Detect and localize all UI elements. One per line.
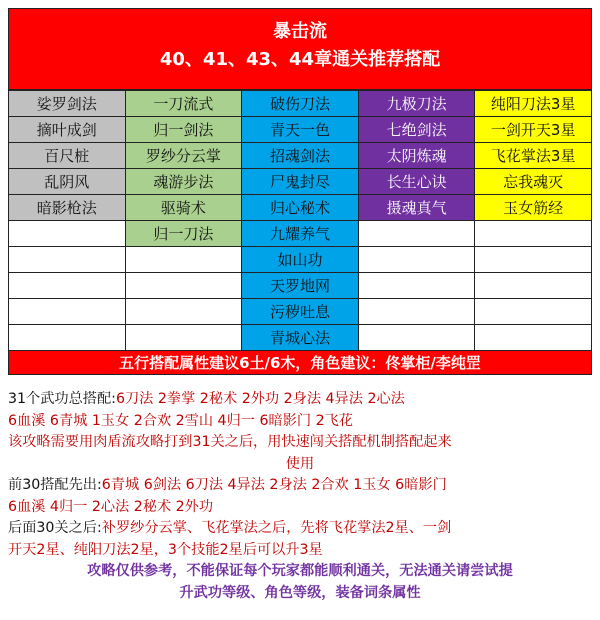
first30-label: 前30搭配先出:	[8, 477, 102, 493]
table-row	[9, 299, 592, 325]
skill-cell: 暗影枪法	[9, 195, 126, 221]
skill-cell: 摄魂真气	[358, 195, 475, 221]
skill-cell: 罗纱分云掌	[125, 143, 242, 169]
table-row	[9, 221, 592, 247]
empty-cell	[358, 273, 475, 299]
empty-cell	[358, 299, 475, 325]
empty-cell	[125, 325, 242, 351]
empty-cell	[9, 325, 126, 351]
skill-cell: 归一剑法	[125, 117, 242, 143]
skill-cell: 一剑开天3星	[475, 117, 592, 143]
empty-cell	[475, 273, 592, 299]
skill-cell: 飞花掌法3星	[475, 143, 592, 169]
skill-cell: 七绝剑法	[358, 117, 475, 143]
after30-label: 后面30关之后:	[8, 520, 102, 536]
skill-cell: 玉女筋经	[475, 195, 592, 221]
empty-cell	[358, 247, 475, 273]
guide-subtitle: 40、41、43、44章通关推荐搭配	[159, 49, 441, 70]
after30-value-2: 开天2星、纯阳刀法2星，3个技能2星后可以升3星	[8, 541, 323, 558]
table-row	[9, 169, 592, 195]
skill-cell: 招魂剑法	[242, 143, 359, 169]
empty-cell	[358, 221, 475, 247]
empty-cell	[9, 299, 126, 325]
skill-cell: 天罗地网	[242, 273, 359, 299]
guide-card	[8, 8, 592, 375]
empty-cell	[358, 325, 475, 351]
table-row	[9, 325, 592, 351]
skill-cell: 九极刀法	[358, 91, 475, 117]
strategy-note-2: 使用	[285, 455, 315, 472]
empty-cell	[9, 273, 126, 299]
skill-cell: 太阴炼魂	[358, 143, 475, 169]
skill-table	[8, 90, 592, 351]
skill-cell: 破伤刀法	[242, 91, 359, 117]
empty-cell	[9, 247, 126, 273]
after30-value: 补罗纱分云掌、飞花掌法之后，先将飞花掌法2星、一剑	[101, 520, 452, 536]
empty-cell	[125, 299, 242, 325]
skill-cell: 归心秘术	[242, 195, 359, 221]
empty-cell	[475, 325, 592, 351]
empty-cell	[125, 247, 242, 273]
empty-cell	[9, 221, 126, 247]
skill-cell: 如山功	[242, 247, 359, 273]
skill-cell: 污秽吐息	[242, 299, 359, 325]
skill-cell: 一刀流式	[125, 91, 242, 117]
skill-cell: 乱阴风	[9, 169, 126, 195]
table-row	[9, 91, 592, 117]
empty-cell	[475, 221, 592, 247]
skill-cell: 尸鬼封尽	[242, 169, 359, 195]
skill-cell: 青城心法	[242, 325, 359, 351]
skill-cell: 百尺桩	[9, 143, 126, 169]
empty-cell	[475, 299, 592, 325]
skill-cell: 摘叶成剑	[9, 117, 126, 143]
table-row	[9, 143, 592, 169]
strategy-note: 该攻略需要用肉盾流攻略打到31关之后，用快速闯关搭配机制搭配起来	[8, 434, 452, 450]
table-row	[9, 195, 592, 221]
empty-cell	[475, 247, 592, 273]
skill-cell: 纯阳刀法3星	[475, 91, 592, 117]
skill-cell: 归一刀法	[125, 221, 242, 247]
empty-cell	[125, 273, 242, 299]
header-banner	[8, 8, 592, 90]
total-value-2: 6血溪 6青城 1玉女 2合欢 2雪山 4归一 6暗影门 2飞花	[8, 412, 353, 429]
skill-cell: 长生心诀	[358, 169, 475, 195]
skill-cell: 娑罗剑法	[9, 91, 126, 117]
skill-cell: 驱骑术	[125, 195, 242, 221]
total-value: 6刀法 2拳掌 2秘术 2外功 2身法 4异法 2心法	[115, 391, 405, 407]
first30-value-2: 6血溪 4归一 2心法 2秘术 2外功	[8, 498, 214, 515]
notes-section	[8, 389, 592, 604]
table-row	[9, 247, 592, 273]
element-recommendation-banner: 五行搭配属性建议6土/6木，角色建议：佟掌柜/李纯罡	[8, 351, 592, 375]
table-row	[9, 273, 592, 299]
total-label: 31个武功总搭配:	[8, 391, 116, 407]
skill-cell: 魂游步法	[125, 169, 242, 195]
disclaimer-2: 升武功等级、角色等级，装备词条属性	[179, 584, 421, 601]
skill-cell: 青天一色	[242, 117, 359, 143]
skill-cell: 九耀养气	[242, 221, 359, 247]
skill-cell: 忘我魂灭	[475, 169, 592, 195]
disclaimer: 攻略仅供参考，不能保证每个玩家都能顺利通关，无法通关请尝试提	[87, 563, 513, 579]
first30-value: 6青城 6剑法 6刀法 4异法 2身法 2合欢 1玉女 6暗影门	[101, 477, 447, 493]
table-row	[9, 117, 592, 143]
guide-title: 暴击流	[273, 21, 327, 42]
